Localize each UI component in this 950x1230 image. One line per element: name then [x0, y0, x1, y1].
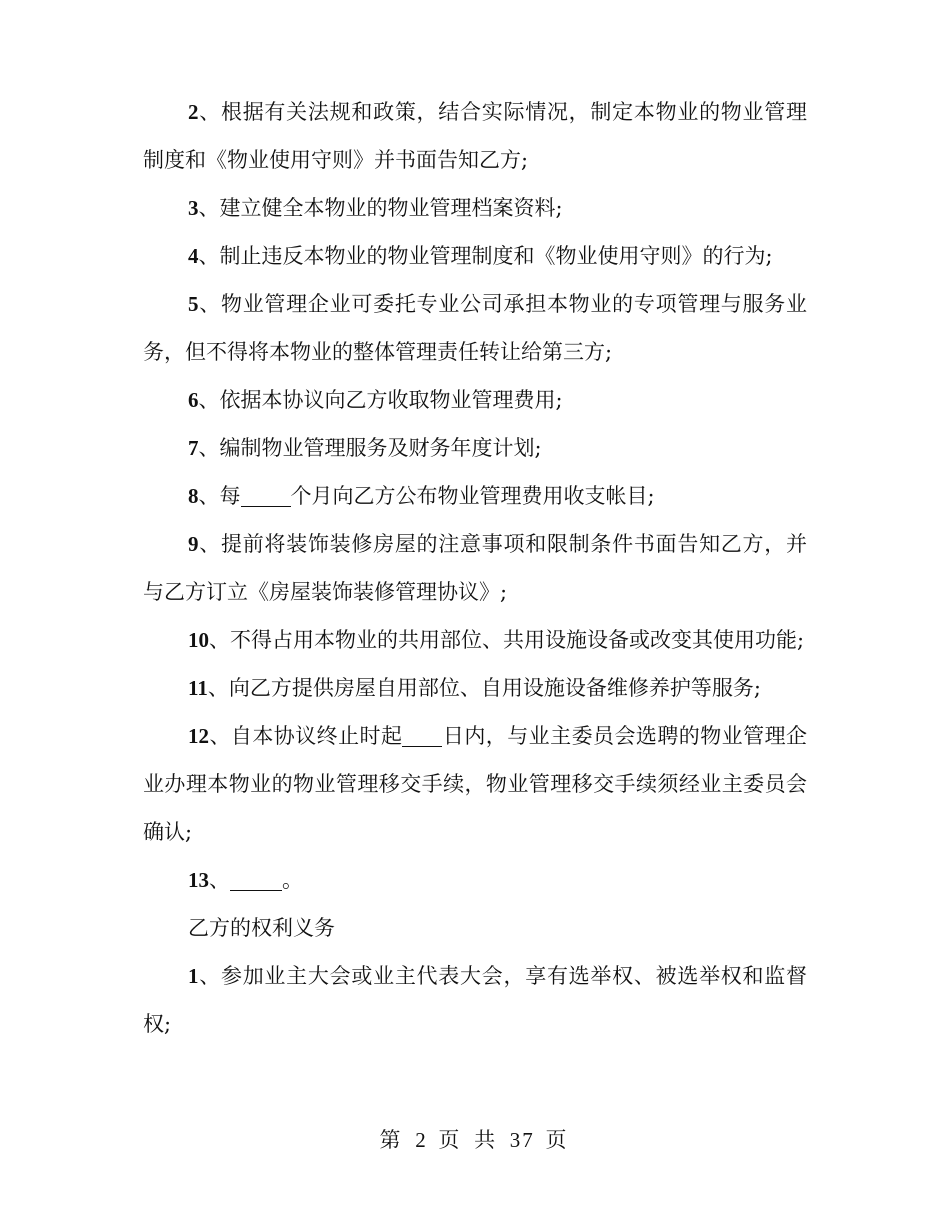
- page-number: 2: [415, 1128, 428, 1152]
- clause-item: 8、每 个月向乙方公布物业管理费用收支帐目;: [188, 484, 655, 508]
- clause-item: 5、物业管理企业可委托专业公司承担本物业的专项管理与服务业务，但不得将本物业的整体管理责任转让给第三方;: [143, 292, 808, 364]
- fill-in-blank[interactable]: [230, 869, 282, 891]
- clause-number: 5: [188, 292, 199, 316]
- clause-item: 12、自本协议终止时起 日内，与业主委员会选聘的物业管理企业办理本物业的物业管理移交手续，物业管理移交手续须经业主委员会确认;: [143, 724, 808, 844]
- clause-text-post: 。: [282, 868, 303, 892]
- fill-in-blank[interactable]: [241, 485, 291, 507]
- clause-item: 4、制止违反本物业的物业管理制度和《物业使用守则》的行为;: [188, 244, 773, 268]
- clause-text-pre: 每: [219, 484, 241, 508]
- total-pages: 37: [509, 1128, 535, 1152]
- clause-item: 13、 。: [188, 868, 303, 892]
- clause-number: 12: [188, 724, 209, 748]
- clause-text: 依据本协议向乙方收取物业管理费用;: [219, 388, 563, 412]
- clause-text: 向乙方提供房屋自用部位、自用设施设备维修养护等服务;: [228, 676, 761, 700]
- clause-item: 11、向乙方提供房屋自用部位、自用设施设备维修养护等服务;: [188, 676, 761, 700]
- clause-text: 不得占用本物业的共用部位、共用设施设备或改变其使用功能;: [230, 628, 805, 652]
- clause-number: 7: [188, 436, 199, 460]
- clause-text: 建立健全本物业的物业管理档案资料;: [219, 196, 563, 220]
- document-body: [143, 88, 807, 1048]
- clause-number: 4: [188, 244, 199, 268]
- clause-number: 11: [188, 676, 208, 700]
- clause-text-post: 日内，与业主委员会选聘的物业管理企业办理本物业的物业管理移交手续，物业管理移交手续须经业主委员会确认;: [143, 724, 808, 844]
- clause-item: 9、提前将装饰装修房屋的注意事项和限制条件书面告知乙方，并与乙方订立《房屋装饰装修管理协议》;: [143, 532, 808, 604]
- clause-number: 13: [188, 868, 209, 892]
- clause-text: 编制物业管理服务及财务年度计划;: [219, 436, 542, 460]
- fill-in-blank[interactable]: [402, 725, 442, 747]
- clause-item: 3、建立健全本物业的物业管理档案资料;: [188, 196, 563, 220]
- clause-number: 10: [188, 628, 209, 652]
- clause-item: 6、依据本协议向乙方收取物业管理费用;: [188, 388, 563, 412]
- clause-number: 3: [188, 196, 199, 220]
- section-heading: 乙方的权利义务: [188, 916, 335, 940]
- clause-item: 7、编制物业管理服务及财务年度计划;: [188, 436, 542, 460]
- clause-item: 10、不得占用本物业的共用部位、共用设施设备或改变其使用功能;: [188, 628, 805, 652]
- clause-text: 根据有关法规和政策，结合实际情况，制定本物业的物业管理制度和《物业使用守则》并书面告知乙方;: [143, 100, 808, 172]
- clause-number: 2: [188, 100, 199, 124]
- clause-number: 8: [188, 484, 199, 508]
- clause-text: 制止违反本物业的物业管理制度和《物业使用守则》的行为;: [219, 244, 773, 268]
- clause-number: 6: [188, 388, 199, 412]
- clause-item: 1、参加业主大会或业主代表大会，享有选举权、被选举权和监督权;: [143, 964, 808, 1036]
- clause-number: 1: [188, 964, 199, 988]
- clause-text: 提前将装饰装修房屋的注意事项和限制条件书面告知乙方，并与乙方订立《房屋装饰装修管理协议》;: [143, 532, 808, 604]
- clause-text-post: 个月向乙方公布物业管理费用收支帐目;: [290, 484, 655, 508]
- clause-item: 2、根据有关法规和政策，结合实际情况，制定本物业的物业管理制度和《物业使用守则》并书面告知乙方;: [143, 100, 808, 172]
- clause-text-pre: 自本协议终止时起: [230, 724, 403, 748]
- page-footer: 第 2 页 共 37 页: [379, 1128, 571, 1152]
- clause-text: 参加业主大会或业主代表大会，享有选举权、被选举权和监督权;: [143, 964, 808, 1036]
- clause-text: 物业管理企业可委托专业公司承担本物业的专项管理与服务业务，但不得将本物业的整体管理责任转让给第三方;: [143, 292, 808, 364]
- clause-number: 9: [188, 532, 199, 556]
